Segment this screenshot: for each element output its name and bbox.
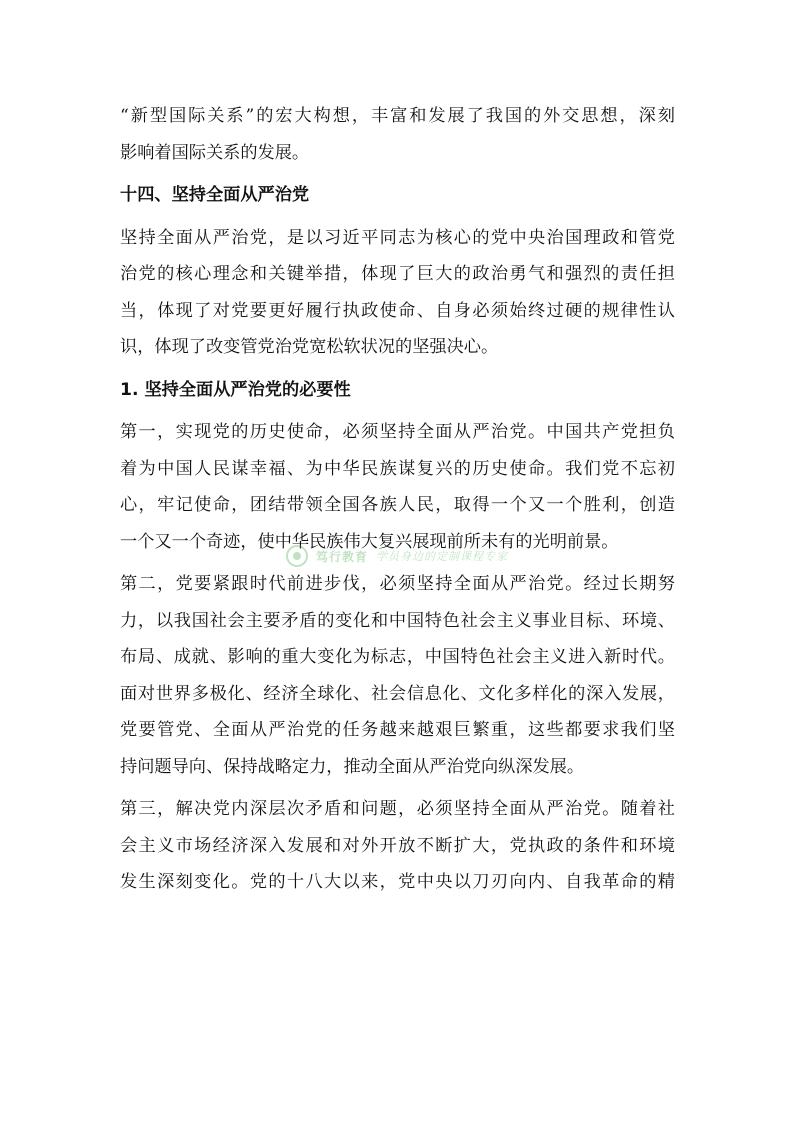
document-body [120,98,675,901]
body-line: 第一，实现党的历史使命，必须坚持全面从严治党。中国共产党担负 [120,422,675,442]
body-line: 第三，解决党内深层次矛盾和问题，必须坚持全面从严治党。随着社 [120,799,675,819]
body-line: 心，牢记使命，团结带领全国各族人民，取得一个又一个胜利，创造 [120,495,675,515]
body-line: 着为中国人民谋幸福、为中华民族谋复兴的历史使命。我们党不忘初 [120,458,675,479]
body-line: 发生深刻变化。党的十八大以来，党中央以刀刃向内、自我革命的精 [120,872,675,892]
body-line: 布局、成就、影响的重大变化为标志，中国特色社会主义进入新时代。 [120,647,675,667]
body-line: “新型国际关系”的宏大构想，丰富和发展了我国的外交思想，深刻 [120,106,675,126]
body-line: 当，体现了对党要更好履行执政使命、自身必须始终过硬的规律性认 [120,300,675,321]
body-line: 党要管党、全面从严治党的任务越来越艰巨繁重，这些都要求我们坚 [120,720,675,740]
subheading: 1. 坚持全面从严治党的必要性 [120,379,351,400]
body-line: 一个又一个奇迹，使中华民族伟大复兴展现前所未有的光明前景。 [120,531,619,552]
watermark-slogan: 学员身边的定制课程专家 [376,550,509,563]
section-heading: 十四、坚持全面从严治党 [120,185,310,205]
watermark-brand: 笃行教育 [316,549,369,564]
body-line: 影响着国际关系的发展。 [120,142,310,163]
body-line: 面对世界多极化、经济全球化、社会信息化、文化多样化的深入发展， [120,683,675,704]
body-line: 第二，党要紧跟时代前进步伐，必须坚持全面从严治党。经过长期努 [120,574,675,594]
body-line: 坚持全面从严治党，是以习近平同志为核心的党中央治国理政和管党 [120,227,675,248]
body-line: 力，以我国社会主要矛盾的变化和中国特色社会主义事业目标、环境、 [120,610,675,631]
body-line: 持问题导向、保持战略定力，推动全面从严治党向纵深发展。 [120,756,585,777]
body-line: 会主义市场经济深入发展和对外开放不断扩大，党执政的条件和环境 [120,835,675,856]
body-line: 治党的核心理念和关键举措，体现了巨大的政治勇气和强烈的责任担 [120,264,675,284]
body-line: 识，体现了改变管党治党宽松软状况的坚强决心。 [120,337,499,357]
